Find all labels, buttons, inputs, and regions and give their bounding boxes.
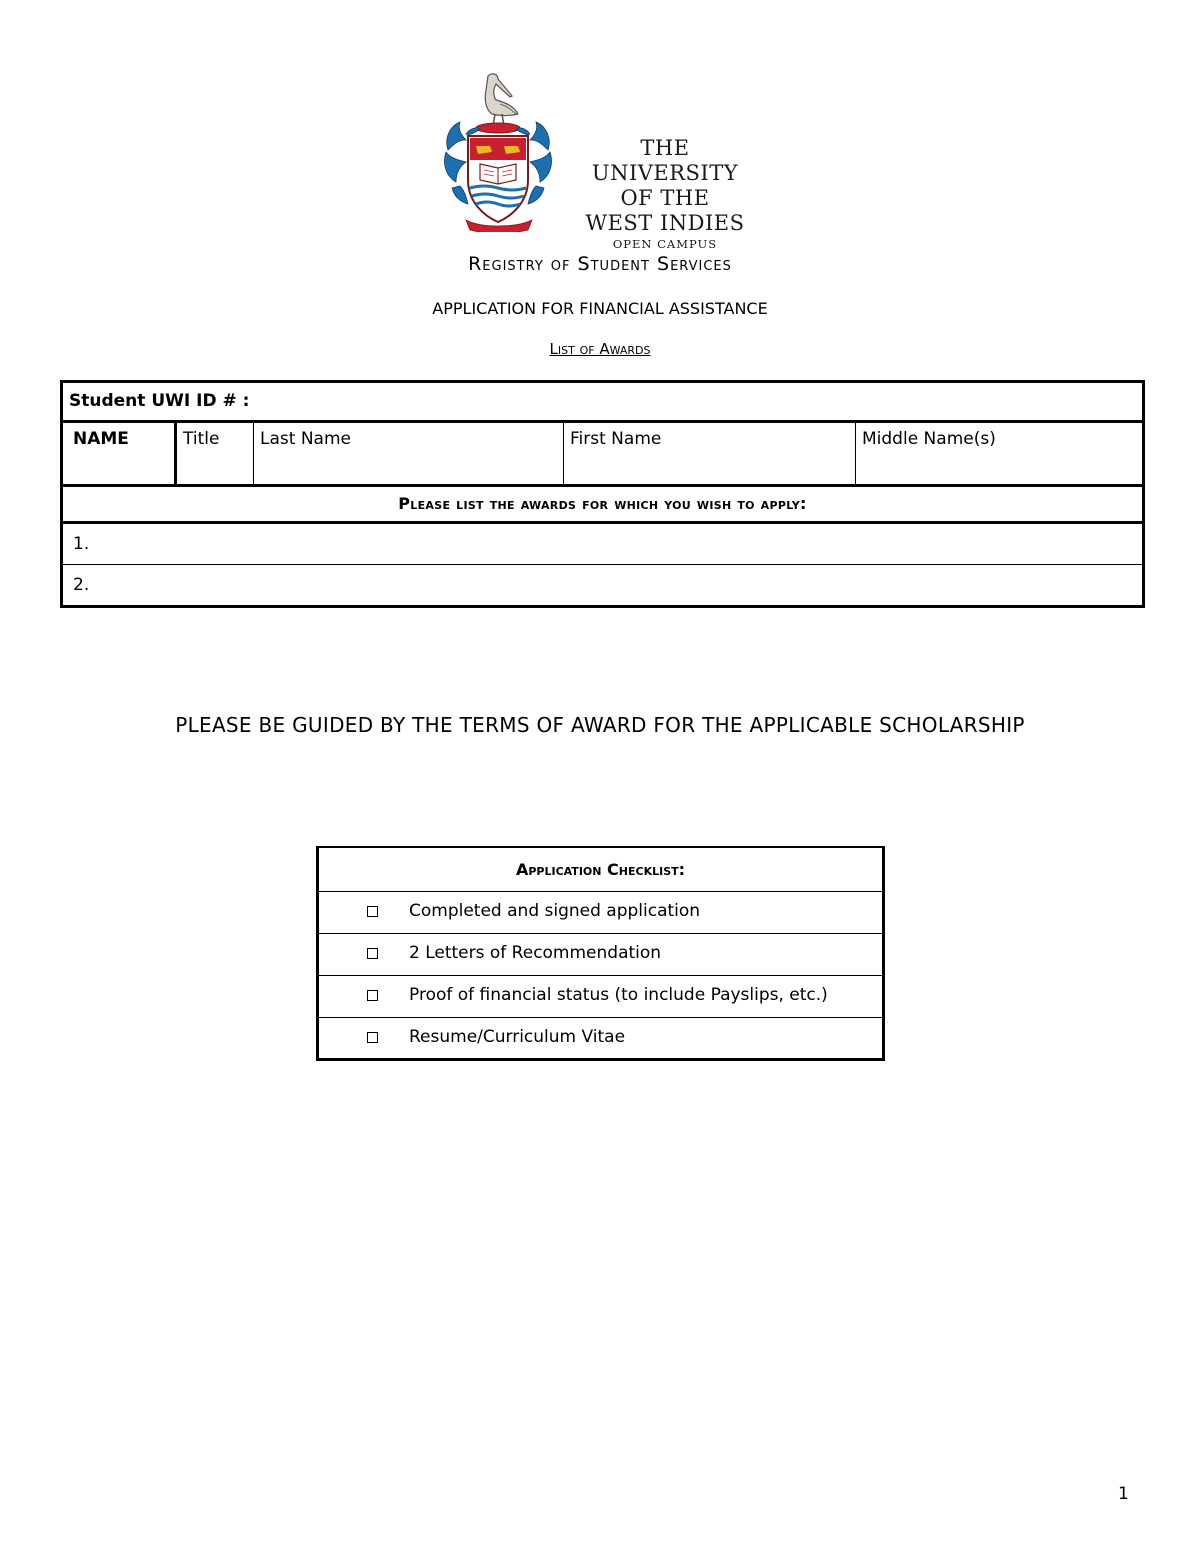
first-name-field[interactable] xyxy=(564,422,856,486)
award-entry-number: 2. xyxy=(73,575,90,595)
checklist-item xyxy=(318,975,884,1017)
awards-prompt: Please list the awards for which you wish to apply: xyxy=(398,494,807,513)
university-crest-icon xyxy=(440,70,558,232)
logo-line-3: WEST INDIES xyxy=(585,211,745,235)
name-label-cell xyxy=(62,422,176,486)
title-field[interactable] xyxy=(176,422,254,486)
checkbox-icon[interactable] xyxy=(367,990,378,1001)
checkbox-icon[interactable] xyxy=(367,948,378,959)
first-name-label: First Name xyxy=(570,429,662,449)
scholarship-terms-notice: PLEASE BE GUIDED BY THE TERMS OF AWARD FOR THE APPLICABLE SCHOLARSHIP xyxy=(175,713,1025,737)
checklist-item-label: 2 Letters of Recommendation xyxy=(409,942,662,963)
checklist-item xyxy=(318,1017,884,1059)
name-label: NAME xyxy=(73,429,129,449)
award-entry-number: 1. xyxy=(73,534,90,554)
student-id-label: Student UWI ID # : xyxy=(69,391,250,411)
student-id-field[interactable] xyxy=(62,382,1144,422)
award-entry-2[interactable] xyxy=(62,565,1144,607)
award-entry-1[interactable] xyxy=(62,523,1144,565)
checklist-item-label: Proof of financial status (to include Payslips, etc.) xyxy=(409,984,828,1005)
checklist-header-cell xyxy=(318,847,884,891)
application-checklist xyxy=(316,846,885,1061)
award-application-form xyxy=(60,380,1145,608)
checklist-item xyxy=(318,891,884,933)
university-logo xyxy=(440,70,770,251)
last-name-field[interactable] xyxy=(254,422,564,486)
checkbox-icon[interactable] xyxy=(367,906,378,917)
checklist-header: Application Checklist: xyxy=(515,859,686,879)
checklist-item-label: Completed and signed application xyxy=(409,900,701,921)
awards-prompt-cell xyxy=(62,486,1144,523)
pelican-icon xyxy=(485,74,518,126)
checkbox-icon[interactable] xyxy=(367,1032,378,1043)
title-label: Title xyxy=(183,429,220,449)
registry-heading: Registry of Student Services xyxy=(468,253,732,275)
checklist-item-label: Resume/Curriculum Vitae xyxy=(409,1026,626,1047)
checklist-item xyxy=(318,933,884,975)
last-name-label: Last Name xyxy=(260,429,351,449)
list-of-awards-heading: List of Awards xyxy=(549,340,651,358)
application-title: APPLICATION FOR FINANCIAL ASSISTANCE xyxy=(432,299,768,318)
logo-line-2: OF THE xyxy=(620,186,710,210)
logo-line-1: THE UNIVERSITY xyxy=(591,136,739,185)
university-wordmark xyxy=(565,136,765,253)
middle-name-label: Middle Name(s) xyxy=(862,429,996,449)
logo-line-4: OPEN CAMPUS xyxy=(612,237,718,251)
middle-name-field[interactable] xyxy=(856,422,1144,486)
page-number: 1 xyxy=(1118,1484,1129,1504)
